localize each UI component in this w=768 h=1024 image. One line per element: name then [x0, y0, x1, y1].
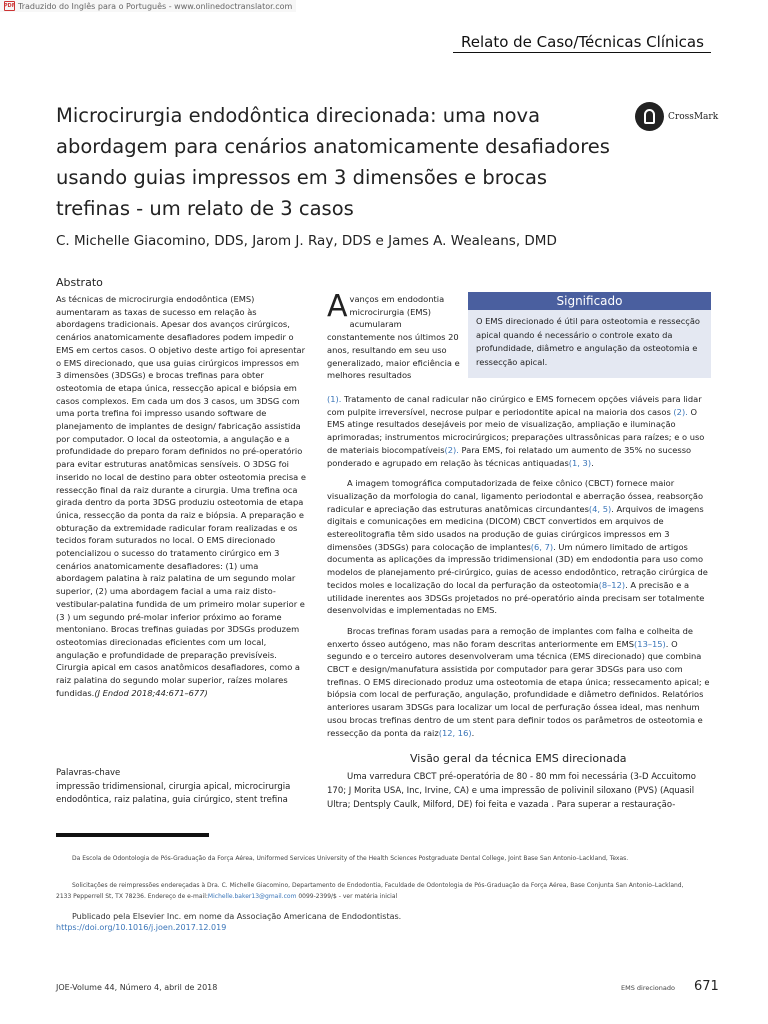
reference-link[interactable]: (1, 3) [568, 457, 592, 468]
paragraph-text: . [471, 727, 475, 738]
reference-link[interactable]: (13–15) [634, 638, 666, 649]
translation-banner[interactable] [0, 0, 296, 12]
paragraph-text: . O segundo e o terceiro autores desenvolveram uma técnica (EMS direcionado) que combina CBCT e design/manufatura assistida por computador para gerar 3DSGs para uso com trefinas. O EMS direcionado produz uma osteotomia de etapa única; ressecamento apical; e biópsia com local de perfuração, angulação, profundidade e diâmetro definidos. Relatórios anteriores usaram 3DSGs para localizar um local de perfuração óssea ideal, mas nenhum usou brocas trefinas dentro de um stent para definir todos os parâmetros de osteotomia e ressecção da ponta da raiz [327, 638, 710, 738]
abstract-text: As técnicas de microcirurgia endodôntica (EMS) aumentaram as taxas de sucesso em relação às abordagens tradicionais. Apesar dos avanços cirúrgicos, cenários anatomicamente desafiadores podem impedir o EMS em certos casos. O objetivo deste artigo foi apresentar o EMS direcionado, que usa guias cirúrgicos impressos em 3 dimensões (3DSGs) e brocas trefinas para obter osteotomia de etapa única, ressecção apical e biópsia em casos complexos. Em cada um dos 3 casos, um 3DSG com uma porta trefina foi impresso usando software de planejamento de implantes de design/ fabricação assistida por computador. O local da osteotomia, a angulação e a profundidade do preparo foram definidos no pré-operatório para evitar estruturas anatômicas sensíveis. O 3DSG foi inserido no local de destino para obter osteotomia precisa e ressecção final da raiz durante a cirurgia. Uma trefina oca girada dentro da porta 3DSG produziu osteotomia de etapa única, ressecção da ponta da raiz e biópsia. A preparação e obturação da extremidade radicular foram realizadas e os tecidos foram suturados no local. O EMS direcionado potencializou o sucesso do tratamento cirúrgico em 3 cenários anatomicamente desafiadores: (1) uma abordagem palatina à raiz palatina de um segundo molar superior, (2) uma abordagem facial a uma raiz disto-vestibular-palatina fundida de um primeiro molar superior e (3 ) um segundo pré-molar inferior próximo ao forame mentoniano. Brocas trefinas guiadas por 3DSGs produzem osteotomias direcionadas eficientes com um local, angulação e profundidade de preparação previsíveis. Cirurgia apical em casos anatômicos desafiadores, como a raiz palatina do segundo molar superior, raízes molares fundidas. [56, 294, 306, 698]
significance-body: O EMS direcionado é útil para osteotomia e ressecção apical quando é necessário o controle exato da profundidade, diâmetro e angulação da osteotomia e ressecção apical. [476, 316, 701, 367]
intro-paragraph [327, 289, 463, 382]
affiliation-footnote: Da Escola de Odontologia de Pós-Graduação da Força Aérea, Uniformed Services University of the Health Sciences Postgraduate Dental College, Joint Base San Antonio–Lackland, Texas. [72, 855, 629, 862]
reprints-footnote [56, 880, 712, 902]
pdf-icon: PDF [3, 3, 16, 9]
paragraph-text: . [591, 457, 594, 468]
email-link[interactable]: Michelle.baker13@gmail.com [207, 893, 297, 900]
keywords-heading: Palavras-chave [56, 768, 121, 778]
paragraph-text: A imagem tomográfica computadorizada de feixe cônico (CBCT) fornece maior visualização da morfologia do canal, ligamento periodontal e aberração óssea, reabsorção radicular e apreciação das estruturas anatômicas circundantes [327, 478, 704, 514]
paragraph-text: . Um número limitado de artigos documenta as aplicações da impressão tridimensional (3D) em endodontia para uso como modelos de planejamento pré-cirúrgico, guias de acesso endodôntico, retração cirúrgica de tecidos moles e localização do local da perfuração da osteotomia [327, 541, 708, 590]
page-number: 671 [694, 979, 719, 994]
section-header: Relato de Caso/Técnicas Clínicas [461, 33, 704, 51]
crossmark-label: CrossMark [668, 111, 719, 122]
crossmark-badge[interactable] [635, 102, 718, 131]
paragraph-text: Brocas trefinas foram usadas para a remoção de implantes com falha e colheita de enxerto ósseo autógeno, mas não foram descritas anteriormente em EMS [327, 625, 693, 649]
paragraph-text: . Arquivos de imagens digitais e comunicações em medicina (DICOM) CBCT convertidos em arquivos de estereolitografia têm sido usados na produção de guias cirúrgicos impressos em 3 dimensões (3DSGs) para colocação de implantes [327, 503, 704, 552]
reprints-line-1: Solicitações de reimpressões endereçadas à Dra. C. Michelle Giacomino, Departamento de Endodontia, Faculdade de Odontologia de Pós-Graduação da Força Aérea, Base Conjunta San Antonio–Lackland, [72, 882, 684, 889]
article-title: Microcirurgia endodôntica direcionada: uma nova abordagem para cenários anatomicamente desafiadores usando guias impressos em 3 dimensões e brocas trefinas - um relato de 3 casos [56, 104, 610, 220]
reprints-text: 2133 Pepperrell St, TX 78236. Endereço de e-mail: [56, 893, 208, 900]
keywords-body: impressão tridimensional, cirurgia apical, microcirurgia endodôntica, raiz palatina, guia cirúrgico, stent trefina [56, 782, 291, 805]
reprints-line-2 [56, 891, 712, 902]
crossmark-icon [635, 102, 664, 131]
reference-link[interactable]: (8–12) [598, 579, 626, 590]
paragraph-text: O EMS atinge resultados desejáveis por meio de visualização, ampliação e iluminação aprimoradas; instrumentos microcirúrgicos; preparações ultrassônicas para raízes; e o uso de materiais biocompatíveis [327, 406, 705, 455]
paragraph-1 [327, 393, 711, 469]
intro-text: vanços em endodontia microcirurgia (EMS) acumularam constantemente nos últimos 20 anos, resultando em seu uso generalizado, maior eficiência e melhores resultados [327, 294, 460, 381]
reference-link[interactable]: (12, 16) [438, 727, 472, 738]
reference-link[interactable]: (4, 5) [588, 503, 612, 514]
doi-link[interactable]: https://doi.org/10.1016/j.joen.2017.12.019 [56, 923, 227, 932]
paragraph-text: Tratamento de canal radicular não cirúrgico e EMS fornecem opções viáveis para lidar com pulpite irreversível, necrose pulpar e periodontite apical na maioria dos casos [327, 394, 702, 417]
author-list: C. Michelle Giacomino, DDS, Jarom J. Ray, DDS e James A. Wealeans, DMD [56, 233, 557, 249]
publisher-note: Publicado pela Elsevier Inc. em nome da Associação Americana de Endodontistas. [72, 912, 402, 921]
reference-link[interactable]: (6, 7) [530, 541, 554, 552]
header-rule [453, 52, 711, 53]
paragraph-4: Uma varredura CBCT pré-operatória de 80 - 80 mm foi necessária (3-D Accuitomo 170; J Morita USA, Inc, Irvine, CA) e uma impressão de polivinil siloxano (PVS) (Aquasil Ultra; Dentsply Caulk, Milford, DE) foi feita e vazada . Para superar a restauração- [327, 772, 696, 810]
reference-link[interactable]: (2). [444, 444, 459, 455]
abstract-body [56, 293, 306, 700]
section-subheading: Visão geral da técnica EMS direcionada [410, 752, 627, 765]
paragraph-3 [327, 625, 711, 739]
significance-box [468, 292, 711, 378]
paragraph-text: . A precisão e a utilidade inerentes aos 3DSGs projetados no pré-operatório ainda precisam ser totalmente desenvolvidas e implementadas no EMS. [327, 579, 705, 616]
abstract-heading: Abstrato [56, 276, 103, 289]
reprints-text: 0099-2399/$ - ver matéria inicial [296, 893, 398, 900]
reference-link[interactable]: (1). [327, 394, 342, 404]
paragraph-text: Para EMS, foi relatado um aumento de 35% no sucesso ponderado e agrupado em relação às técnicas antiquadas [327, 444, 692, 468]
main-text-column [327, 393, 711, 747]
column-rule [56, 833, 209, 837]
abstract-citation: (J Endod 2018;44:671–677) [94, 687, 208, 698]
significance-title: Significado [468, 292, 711, 310]
banner-text[interactable]: Traduzido do Inglês para o Português - www.onlinedoctranslator.com [18, 1, 293, 11]
paragraph-2 [327, 477, 711, 617]
journal-info: JOE-Volume 44, Número 4, abril de 2018 [56, 983, 218, 992]
running-title: EMS direcionado [621, 984, 675, 992]
reference-link[interactable]: (2). [673, 406, 688, 417]
drop-cap: A [327, 289, 348, 324]
